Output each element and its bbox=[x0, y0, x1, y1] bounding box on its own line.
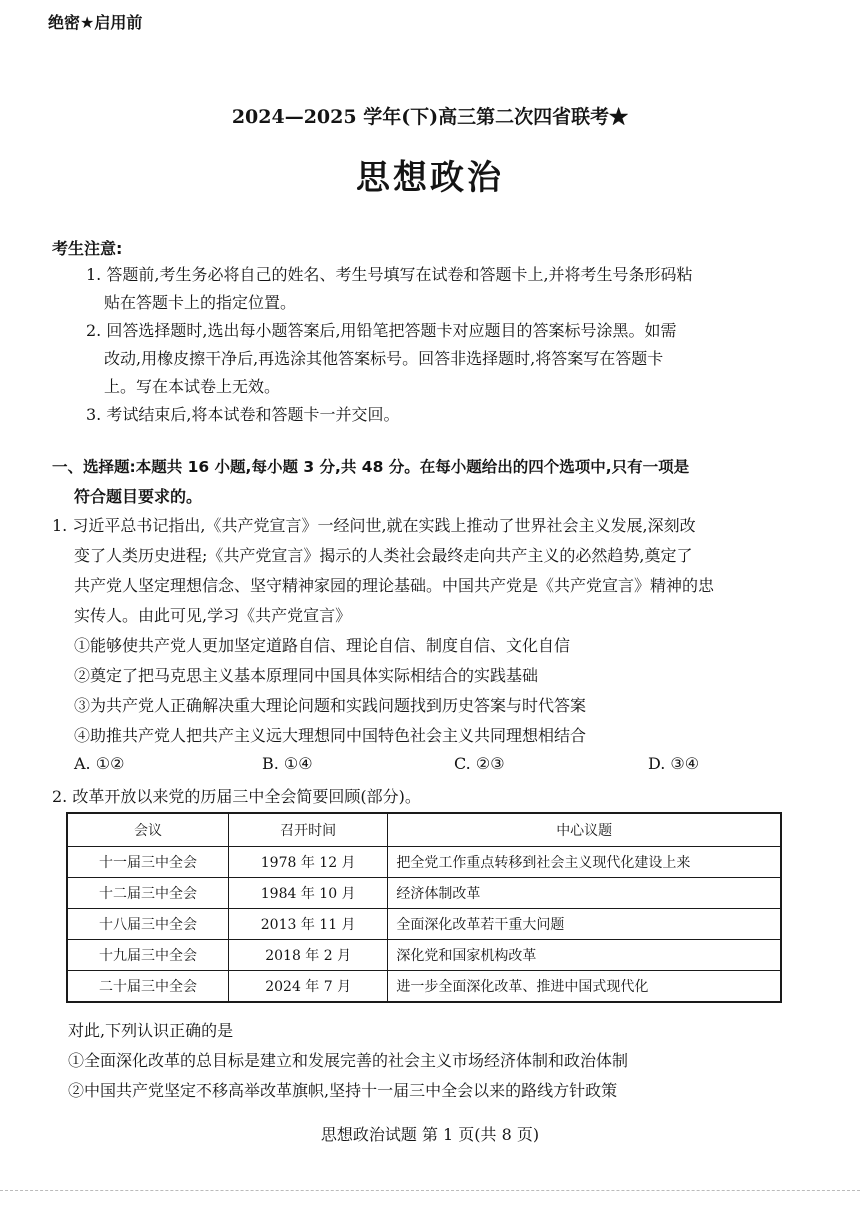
q1-stem-line: 变了人类历史进程;《共产党宣言》揭示的人类社会最终走向共产主义的必然趋势,奠定了 bbox=[74, 546, 693, 565]
notice-line: 1. 答题前,考生务必将自己的姓名、考生号填写在试卷和答题卡上,并将考生号条形码粘 bbox=[86, 265, 693, 284]
q1-item: ①能够使共产党人更加坚定道路自信、理论自信、制度自信、文化自信 bbox=[74, 636, 571, 655]
q1-stem-line: 共产党人坚定理想信念、坚守精神家园的理论基础。中国共产党是《共产党宣言》精神的忠 bbox=[74, 576, 715, 595]
subject-title: 思想政治 bbox=[356, 158, 504, 198]
exam-title: 2024—2025 学年(下)高三第二次四省联考★ bbox=[231, 106, 629, 128]
table-row bbox=[67, 878, 781, 909]
q1-option-a: A. ①② bbox=[74, 754, 125, 773]
cell-date: 2018 年 2 月 bbox=[228, 940, 387, 971]
q1-option-d: D. ③④ bbox=[648, 754, 700, 773]
table-row bbox=[67, 971, 781, 1003]
cell-date: 1978 年 12 月 bbox=[228, 847, 387, 878]
notice-line: 改动,用橡皮擦干净后,再选涂其他答案标号。回答非选择题时,将答案写在答题卡 bbox=[104, 349, 664, 368]
cell-date: 1984 年 10 月 bbox=[228, 878, 387, 909]
notice-heading: 考生注意: bbox=[52, 239, 123, 258]
q2-stem: 2. 改革开放以来党的历届三中全会简要回顾(部分)。 bbox=[52, 787, 421, 806]
col-header-date: 召开时间 bbox=[228, 813, 387, 847]
cell-meeting: 十八届三中全会 bbox=[67, 909, 228, 940]
q2-item: ①全面深化改革的总目标是建立和发展完善的社会主义市场经济体制和政治体制 bbox=[68, 1051, 629, 1070]
cell-topic: 深化党和国家机构改革 bbox=[388, 940, 781, 971]
section-heading: 一、选择题:本题共 16 小题,每小题 3 分,共 48 分。在每小题给出的四个选项中,只有一项是 bbox=[52, 458, 690, 476]
plenum-table bbox=[66, 812, 782, 1003]
cell-topic: 全面深化改革若干重大问题 bbox=[388, 909, 781, 940]
page-footer: 思想政治试题 第 1 页(共 8 页) bbox=[320, 1125, 540, 1144]
col-header-topic: 中心议题 bbox=[388, 813, 781, 847]
cell-meeting: 二十届三中全会 bbox=[67, 971, 228, 1003]
cell-topic: 经济体制改革 bbox=[388, 878, 781, 909]
cell-meeting: 十一届三中全会 bbox=[67, 847, 228, 878]
q1-option-c: C. ②③ bbox=[454, 754, 505, 773]
q1-item: ②奠定了把马克思主义基本原理同中国具体实际相结合的实践基础 bbox=[74, 666, 539, 685]
q1-stem-line: 实传人。由此可见,学习《共产党宣言》 bbox=[74, 606, 352, 625]
notice-line: 3. 考试结束后,将本试卷和答题卡一并交回。 bbox=[86, 405, 400, 424]
cell-meeting: 十九届三中全会 bbox=[67, 940, 228, 971]
q1-stem-line: 1. 习近平总书记指出,《共产党宣言》一经问世,就在实践上推动了世界社会主义发展,深刻改 bbox=[52, 516, 696, 535]
cell-meeting: 十二届三中全会 bbox=[67, 878, 228, 909]
q1-item: ③为共产党人正确解决重大理论问题和实践问题找到历史答案与时代答案 bbox=[74, 696, 587, 715]
cell-date: 2024 年 7 月 bbox=[228, 971, 387, 1003]
notice-line: 上。写在本试卷上无效。 bbox=[104, 377, 281, 396]
section-heading-cont: 符合题目要求的。 bbox=[74, 487, 203, 506]
q2-item: ②中国共产党坚定不移高举改革旗帜,坚持十一届三中全会以来的路线方针政策 bbox=[68, 1081, 618, 1100]
page-edge-divider bbox=[0, 1190, 860, 1191]
q2-after: 对此,下列认识正确的是 bbox=[68, 1021, 234, 1040]
col-header-meeting: 会议 bbox=[67, 813, 228, 847]
cell-topic: 把全党工作重点转移到社会主义现代化建设上来 bbox=[388, 847, 781, 878]
notice-line: 贴在答题卡上的指定位置。 bbox=[104, 293, 297, 312]
table-header-row bbox=[67, 813, 781, 847]
cell-date: 2013 年 11 月 bbox=[228, 909, 387, 940]
table-row bbox=[67, 940, 781, 971]
cell-topic: 进一步全面深化改革、推进中国式现代化 bbox=[388, 971, 781, 1003]
table-row bbox=[67, 909, 781, 940]
table-row bbox=[67, 847, 781, 878]
q1-option-b: B. ①④ bbox=[262, 754, 313, 773]
confidential-mark: 绝密★启用前 bbox=[48, 13, 143, 32]
q1-item: ④助推共产党人把共产主义远大理想同中国特色社会主义共同理想相结合 bbox=[74, 726, 587, 745]
notice-line: 2. 回答选择题时,选出每小题答案后,用铅笔把答题卡对应题目的答案标号涂黑。如需 bbox=[86, 321, 677, 340]
